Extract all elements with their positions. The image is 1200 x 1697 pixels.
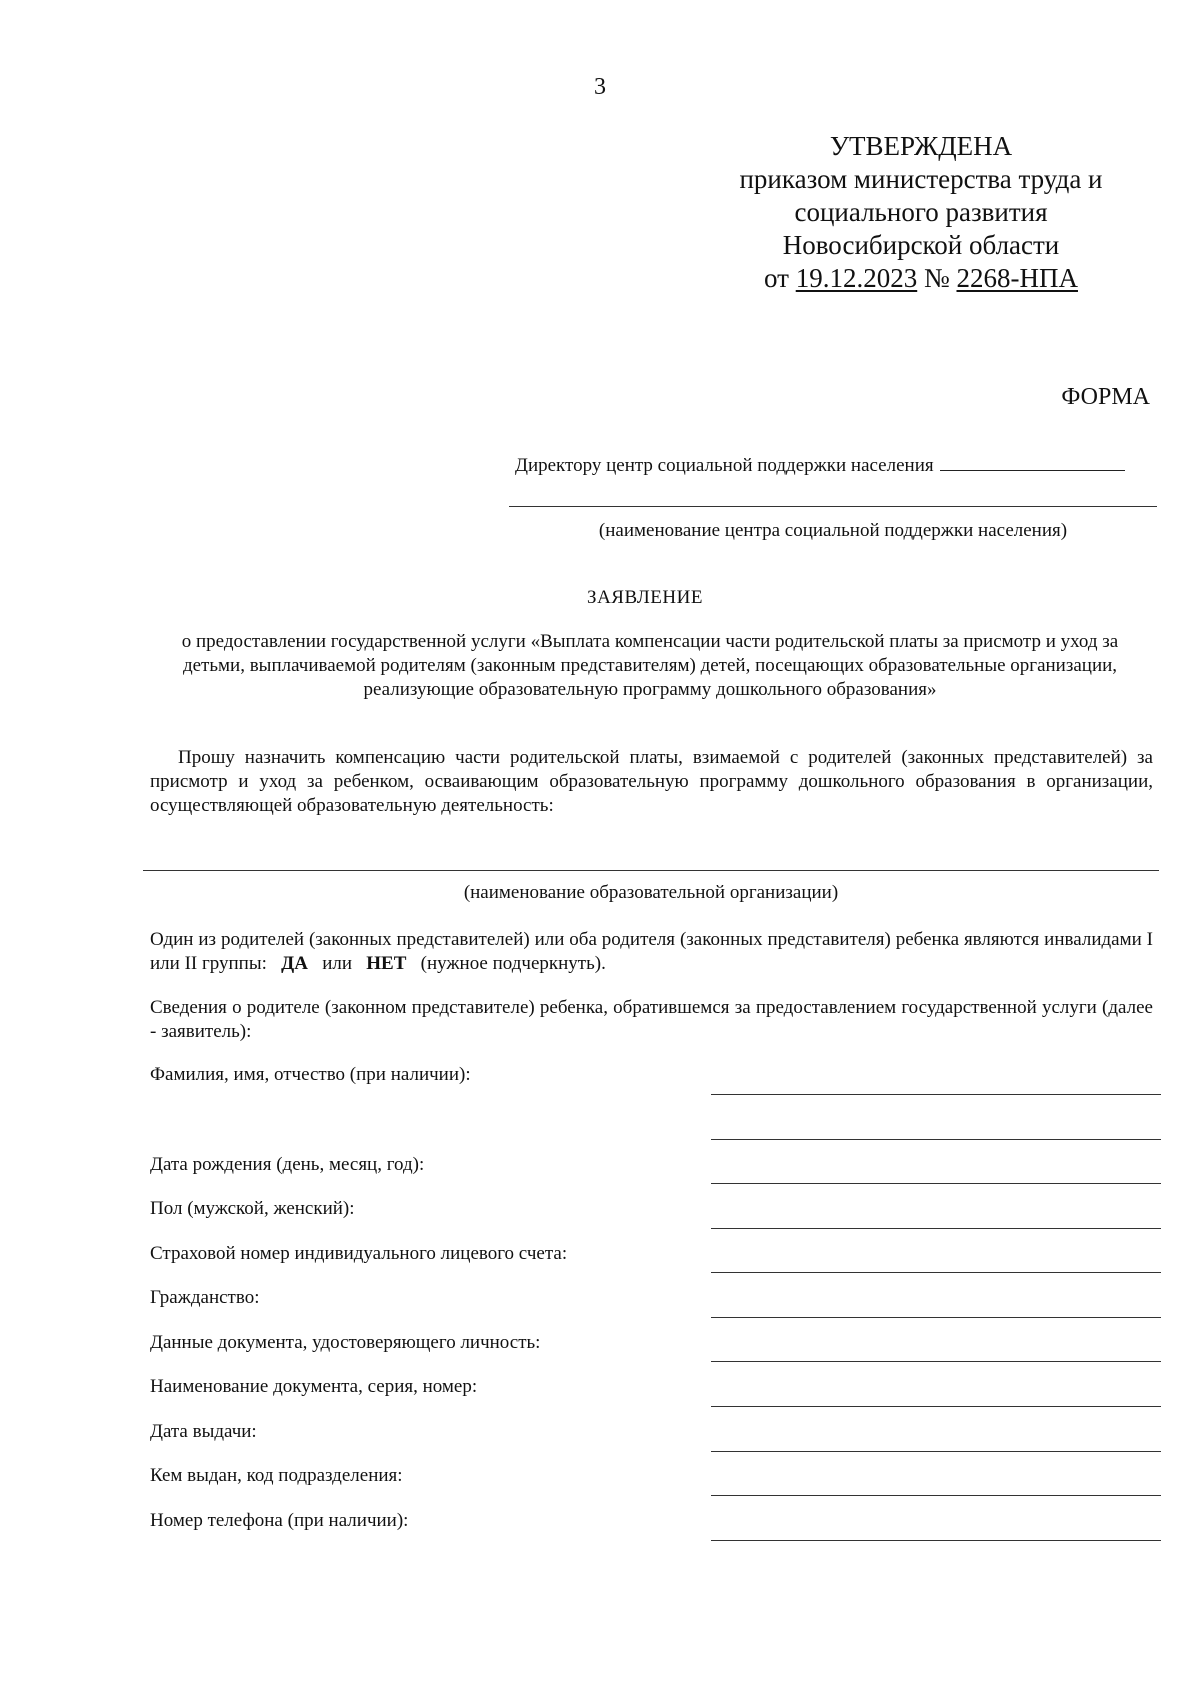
- option-yes[interactable]: ДА: [281, 953, 308, 974]
- approval-line-4: Новосибирской области: [782, 230, 1060, 260]
- approval-stamp: [705, 130, 1137, 295]
- option-no[interactable]: НЕТ: [366, 953, 407, 974]
- disability-text: Один из родителей (законных представителей) или оба родителя (законных представителя) ребенка являются инвалидами I или II группы:: [150, 929, 1153, 974]
- approval-date-line: [705, 262, 1137, 295]
- full-name-field-line-1[interactable]: [711, 1094, 1161, 1095]
- option-or: или: [322, 953, 353, 974]
- application-subject: о предоставлении государственной услуги «Выплата компенсации части родительской платы за присмотр и уход за детьми, выплачиваемой родителям (законным представителям) детей, посещающих образовательные организации, реализующие образовательную программу дошкольного образования»: [181, 631, 1119, 700]
- approval-title: УТВЕРЖДЕНА: [829, 131, 1013, 161]
- approval-line-3: социального развития: [794, 197, 1048, 227]
- phone-field[interactable]: [711, 1540, 1161, 1541]
- order-date: 19.12.2023: [795, 263, 918, 293]
- issue-date-label: Дата выдачи:: [150, 1421, 257, 1442]
- document-title: ЗАЯВЛЕНИЕ: [587, 587, 703, 608]
- addressee-name-line[interactable]: [509, 506, 1157, 507]
- date-prefix: от: [764, 263, 789, 293]
- issued-by-label: Кем выдан, код подразделения:: [150, 1465, 403, 1486]
- addressee-line: [515, 453, 1125, 477]
- number-prefix: №: [923, 263, 950, 293]
- birth-date-field[interactable]: [711, 1183, 1161, 1184]
- snils-field[interactable]: [711, 1272, 1161, 1273]
- underline-note: (нужное подчеркнуть).: [420, 953, 606, 974]
- gender-field[interactable]: [711, 1228, 1161, 1229]
- addressee-text: Директору центр социальной поддержки населения: [515, 455, 934, 476]
- citizenship-field[interactable]: [711, 1317, 1161, 1318]
- document-name-field[interactable]: [711, 1406, 1161, 1407]
- issued-by-field[interactable]: [711, 1495, 1161, 1496]
- birth-date-label: Дата рождения (день, месяц, год):: [150, 1154, 425, 1175]
- request-paragraph: Прошу назначить компенсацию части родительской платы, взимаемой с родителей (законных представителей) за присмотр и уход за ребенком, осваивающим образовательную программу дошкольного образования в организации, осуществляющей образовательную деятельность:: [150, 747, 1153, 816]
- snils-label: Страховой номер индивидуального лицевого счета:: [150, 1243, 568, 1264]
- full-name-field-line-2[interactable]: [711, 1139, 1161, 1140]
- document-name-label: Наименование документа, серия, номер:: [150, 1376, 478, 1397]
- issue-date-field[interactable]: [711, 1451, 1161, 1452]
- organization-caption: (наименование образовательной организации): [463, 882, 839, 903]
- organization-name-line[interactable]: [143, 870, 1159, 871]
- page-number: 3: [594, 74, 606, 100]
- citizenship-label: Гражданство:: [150, 1287, 260, 1308]
- form-label: ФОРМА: [1061, 384, 1150, 410]
- approval-line-2: приказом министерства труда и: [739, 164, 1103, 194]
- phone-label: Номер телефона (при наличии):: [150, 1510, 409, 1531]
- full-name-label: Фамилия, имя, отчество (при наличии):: [150, 1064, 471, 1085]
- id-document-field[interactable]: [711, 1361, 1161, 1362]
- gender-label: Пол (мужской, женский):: [150, 1198, 355, 1219]
- order-number: 2268-НПА: [956, 263, 1078, 293]
- addressee-blank[interactable]: [940, 453, 1125, 471]
- applicant-intro: Сведения о родителе (законном представителе) ребенка, обратившемся за предоставлением государственной услуги (далее - заявитель):: [150, 997, 1153, 1042]
- id-document-label: Данные документа, удостоверяющего личность:: [150, 1332, 541, 1353]
- disability-paragraph: [150, 928, 1153, 976]
- addressee-caption: (наименование центра социальной поддержки населения): [598, 520, 1068, 541]
